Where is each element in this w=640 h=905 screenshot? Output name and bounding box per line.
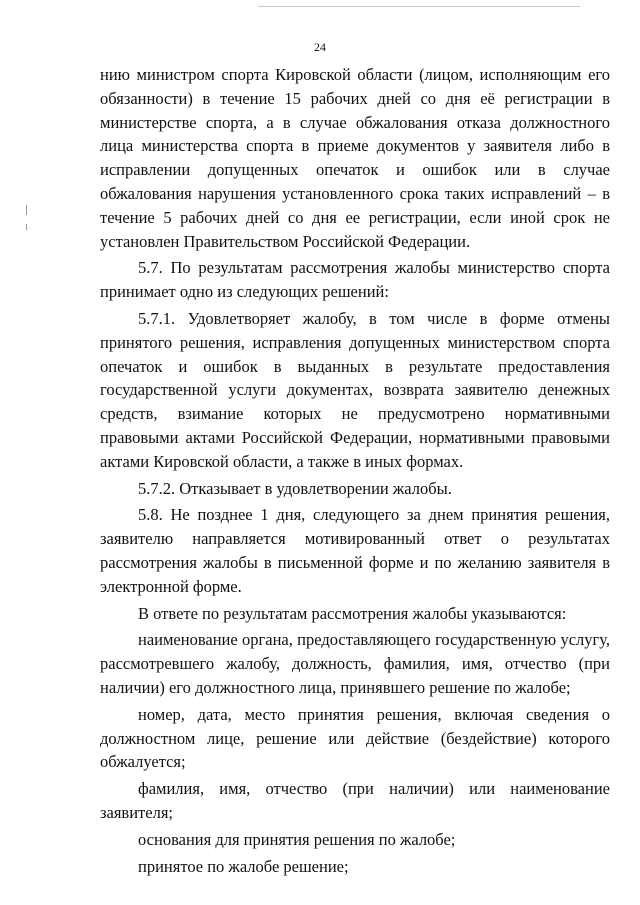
paragraph-5-7: 5.7. По результатам рассмотрения жалобы министерство спорта принимает одно из следующих решений: xyxy=(100,258,610,302)
list-item-authority: наименование органа, предоставляющего государственную услугу, рассмотревшего жалобу, должность, фамилия, имя, отчество (при наличии) его должностного лица, принявшего решение по жалобе; xyxy=(100,630,610,697)
paragraph-5-8: 5.8. Не позднее 1 дня, следующего за днем принятия решения, заявителю направляется мотивированный ответ о результатах рассмотрения жалобы в письменной форме и по желанию заявителя в электронной форме. xyxy=(100,505,610,596)
scan-margin-mark xyxy=(26,205,27,215)
list-item-decision-details: номер, дата, место принятия решения, включая сведения о должностном лице, решение или действие (бездействие) которого обжалуется; xyxy=(100,704,610,772)
paragraph-5-7-2: 5.7.2. Отказывает в удовлетворении жалобы. xyxy=(138,478,452,498)
paragraph-response-intro: В ответе по результатам рассмотрения жалобы указываются: xyxy=(138,603,567,623)
document-body xyxy=(100,63,610,878)
scan-margin-mark xyxy=(26,224,27,230)
list-item-decision: принятое по жалобе решение; xyxy=(138,856,349,876)
list-item-applicant: фамилия, имя, отчество (при наличии) или наименование заявителя; xyxy=(100,779,610,822)
paragraph-continuation: нию министром спорта Кировской области (лицом, исполняющим его обязанности) в течение 15 рабочих дней со дня её регистрации в министерстве спорта, а в случае обжалования отказа должностного лица министерства спорта в приеме документов у заявителя либо в исправлении допущенных опечаток и ошибок или в случае обжалования нарушения установленного срока таких исправлений – в течение 5 рабочих дней со дня ее регистрации, если иной срок не установлен Правительством Российской Федерации. xyxy=(100,65,610,251)
paragraph-5-7-1: 5.7.1. Удовлетворяет жалобу, в том числе в форме отмены принятого решения, исправления допущенных министерством спорта опечаток и ошибок в выданных в результате предоставления государственной услуги документах, возврата заявителю денежных средств, взимание которых не предусмотрено нормативными правовыми актами Российской Федерации, нормативными правовыми актами Кировской области, а также в иных формах. xyxy=(100,308,610,471)
list-item-grounds: основания для принятия решения по жалобе; xyxy=(138,829,456,849)
scan-top-rule xyxy=(258,6,580,7)
page-number: 24 xyxy=(314,40,326,54)
